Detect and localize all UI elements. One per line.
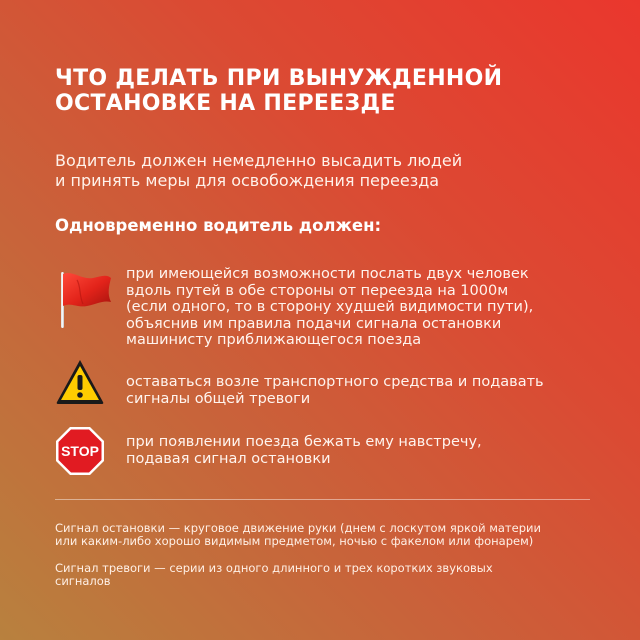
intro-text <box>55 151 615 191</box>
title-line: ОСТАНОВКЕ НА ПЕРЕЕЗДЕ <box>55 91 396 116</box>
stop-sign-icon <box>55 426 105 480</box>
footnote-alarm-signal: Сигнал тревоги — серии из одного длинного и трех коротких звуковых сигналов <box>55 561 493 588</box>
instruction-text: при имеющейся возможности послать двух человек вдоль путей в обе стороны от переезда на 1000м (если одного, то в сторону худшей видимости пути), объяснив им правила подачи сигнала остановки машинисту приближающегося поезда <box>126 266 534 348</box>
title-line: ЧТО ДЕЛАТЬ ПРИ ВЫНУЖДЕННОЙ <box>55 66 503 91</box>
subheading: Одновременно водитель должен: <box>55 216 382 235</box>
red-flag-icon <box>55 270 115 336</box>
page-title <box>55 66 595 116</box>
intro-line: Водитель должен немедленно высадить людей <box>55 151 463 170</box>
footnote-stop-signal: Сигнал остановки — круговое движение руки (днем с лоскутом яркой материи или каким-либо хорошо видимым предметом, ночью с факелом или фонарем) <box>55 521 541 548</box>
intro-line: и принять меры для освобождения переезда <box>55 171 440 190</box>
divider <box>55 499 590 500</box>
instruction-text: при появлении поезда бежать ему навстречу, подавая сигнал остановки <box>126 434 482 467</box>
stop-sign-label: STOP <box>61 443 99 459</box>
instruction-text: оставаться возле транспортного средства и подавать сигналы общей тревоги <box>126 374 544 407</box>
warning-triangle-icon <box>55 358 105 410</box>
